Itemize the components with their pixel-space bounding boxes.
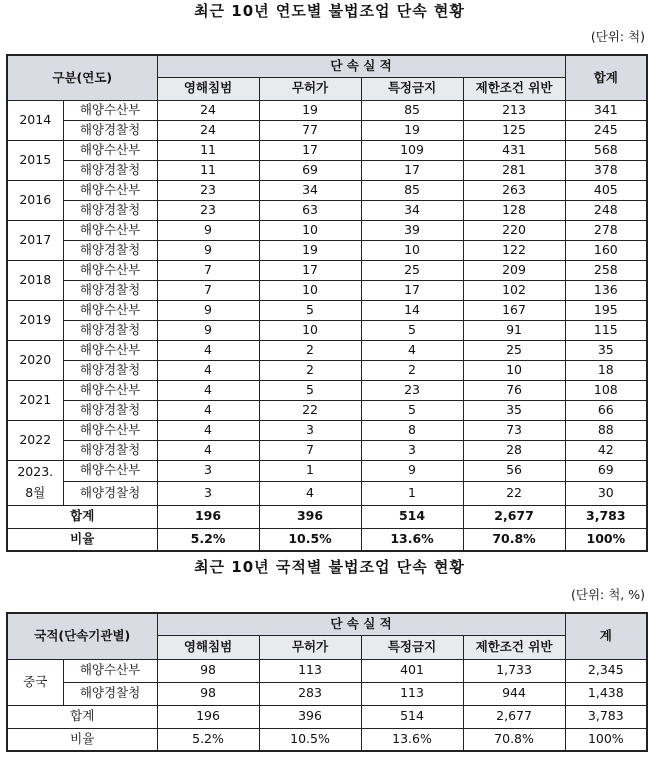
value-cell: 24 — [157, 100, 259, 120]
value-cell: 17 — [361, 280, 463, 300]
total-cell: 405 — [565, 180, 647, 200]
value-cell: 2,677 — [463, 705, 565, 728]
total-cell: 42 — [565, 440, 647, 460]
total-cell: 378 — [565, 160, 647, 180]
header-col-prohibited: 특정금지 — [361, 77, 463, 100]
year-cell: 2017 — [7, 220, 63, 260]
ratio-row — [7, 728, 647, 751]
table-row — [7, 360, 647, 380]
value-cell: 10 — [259, 220, 361, 240]
value-cell: 3 — [259, 420, 361, 440]
agency-cell: 해양수산부 — [63, 340, 157, 360]
agency-cell: 해양수산부 — [63, 460, 157, 481]
agency-cell: 해양경찰청 — [63, 400, 157, 420]
value-cell: 85 — [361, 100, 463, 120]
value-cell: 109 — [361, 140, 463, 160]
value-cell: 9 — [157, 300, 259, 320]
year-cell: 2020 — [7, 340, 63, 380]
value-cell: 1,733 — [463, 659, 565, 682]
table-nationality-enforcement — [6, 612, 648, 752]
value-cell: 34 — [259, 180, 361, 200]
table1-title: 최근 10년 연도별 불법조업 단속 현황 — [194, 2, 465, 20]
total-cell: 108 — [565, 380, 647, 400]
value-cell: 281 — [463, 160, 565, 180]
value-cell: 4 — [157, 420, 259, 440]
value-cell: 514 — [361, 705, 463, 728]
table2-title: 최근 10년 국적별 불법조업 단속 현황 — [194, 558, 465, 576]
value-cell: 9 — [361, 460, 463, 481]
value-cell: 13.6% — [361, 528, 463, 551]
table-yearly-enforcement — [6, 54, 648, 552]
total-cell: 136 — [565, 280, 647, 300]
total-cell: 195 — [565, 300, 647, 320]
value-cell: 19 — [259, 100, 361, 120]
total-cell: 258 — [565, 260, 647, 280]
value-cell: 39 — [361, 220, 463, 240]
value-cell: 56 — [463, 460, 565, 481]
year-label-line2: 8월 — [25, 484, 46, 500]
total-row — [7, 705, 647, 728]
table-row — [7, 120, 647, 140]
agency-cell: 해양수산부 — [63, 260, 157, 280]
ratio-row — [7, 528, 647, 551]
value-cell: 209 — [463, 260, 565, 280]
value-cell: 431 — [463, 140, 565, 160]
value-cell: 10 — [361, 240, 463, 260]
value-cell: 5.2% — [157, 728, 259, 751]
agency-cell: 해양경찰청 — [63, 360, 157, 380]
year-cell: 2019 — [7, 300, 63, 340]
value-cell: 63 — [259, 200, 361, 220]
value-cell: 25 — [361, 260, 463, 280]
value-cell: 113 — [361, 682, 463, 705]
total-cell: 100% — [565, 728, 647, 751]
country-cell: 중국 — [7, 659, 63, 705]
agency-cell: 해양경찰청 — [63, 120, 157, 140]
value-cell: 10 — [259, 320, 361, 340]
value-cell: 28 — [463, 440, 565, 460]
header-col-prohibited: 특정금지 — [361, 635, 463, 659]
agency-cell: 해양경찰청 — [63, 440, 157, 460]
value-cell: 396 — [259, 705, 361, 728]
agency-cell: 해양수산부 — [63, 100, 157, 120]
value-cell: 85 — [361, 180, 463, 200]
value-cell: 4 — [157, 360, 259, 380]
header-col-condition: 제한조건 위반 — [463, 77, 565, 100]
total-row — [7, 505, 647, 528]
value-cell: 23 — [361, 380, 463, 400]
value-cell: 122 — [463, 240, 565, 260]
agency-cell: 해양수산부 — [63, 220, 157, 240]
value-cell: 5 — [361, 400, 463, 420]
value-cell: 213 — [463, 100, 565, 120]
header-total: 합계 — [565, 55, 647, 100]
value-cell: 5 — [361, 320, 463, 340]
value-cell: 17 — [361, 160, 463, 180]
header-col-unlicensed: 무허가 — [259, 635, 361, 659]
total-cell: 35 — [565, 340, 647, 360]
table2-unit: (단위: 척, %) — [571, 587, 645, 602]
value-cell: 2,677 — [463, 505, 565, 528]
table-row — [7, 400, 647, 420]
table-row — [7, 659, 647, 682]
value-cell: 196 — [157, 505, 259, 528]
value-cell: 4 — [157, 440, 259, 460]
value-cell: 10.5% — [259, 728, 361, 751]
agency-cell: 해양수산부 — [63, 140, 157, 160]
value-cell: 10 — [259, 280, 361, 300]
total-cell: 1,438 — [565, 682, 647, 705]
value-cell: 3 — [361, 440, 463, 460]
total-cell: 69 — [565, 460, 647, 481]
table-row — [7, 300, 647, 320]
value-cell: 5 — [259, 380, 361, 400]
table-row — [7, 140, 647, 160]
value-cell: 11 — [157, 140, 259, 160]
value-cell: 9 — [157, 240, 259, 260]
value-cell: 23 — [157, 180, 259, 200]
value-cell: 17 — [259, 140, 361, 160]
year-cell: 2014 — [7, 100, 63, 140]
table-row — [7, 420, 647, 440]
table-row — [7, 240, 647, 260]
agency-cell: 해양경찰청 — [63, 200, 157, 220]
value-cell: 5.2% — [157, 528, 259, 551]
value-cell: 4 — [157, 380, 259, 400]
total-cell: 3,783 — [565, 505, 647, 528]
agency-cell: 해양수산부 — [63, 300, 157, 320]
total-cell: 115 — [565, 320, 647, 340]
value-cell: 3 — [157, 481, 259, 505]
header-col-condition: 제한조건 위반 — [463, 635, 565, 659]
value-cell: 1 — [361, 481, 463, 505]
agency-cell: 해양수산부 — [63, 180, 157, 200]
table-row — [7, 180, 647, 200]
value-cell: 4 — [259, 481, 361, 505]
total-cell: 2,345 — [565, 659, 647, 682]
header-category: 국적(단속기관별) — [7, 613, 157, 659]
value-cell: 128 — [463, 200, 565, 220]
value-cell: 11 — [157, 160, 259, 180]
value-cell: 4 — [157, 340, 259, 360]
total-cell: 66 — [565, 400, 647, 420]
agency-cell: 해양경찰청 — [63, 160, 157, 180]
value-cell: 2 — [361, 360, 463, 380]
year-cell: 2021 — [7, 380, 63, 420]
value-cell: 396 — [259, 505, 361, 528]
value-cell: 73 — [463, 420, 565, 440]
year-cell: 2015 — [7, 140, 63, 180]
value-cell: 17 — [259, 260, 361, 280]
year-cell: 2016 — [7, 180, 63, 220]
agency-cell: 해양경찰청 — [63, 481, 157, 505]
agency-cell: 해양경찰청 — [63, 682, 157, 705]
table-row — [7, 481, 647, 505]
total-cell: 248 — [565, 200, 647, 220]
table-row — [7, 200, 647, 220]
table-row — [7, 320, 647, 340]
year-label-line1: 2023. — [17, 464, 54, 479]
total-cell: 160 — [565, 240, 647, 260]
value-cell: 24 — [157, 120, 259, 140]
value-cell: 3 — [157, 460, 259, 481]
ratio-label: 비율 — [7, 528, 157, 551]
total-cell: 341 — [565, 100, 647, 120]
value-cell: 4 — [157, 400, 259, 420]
value-cell: 7 — [157, 280, 259, 300]
year-cell: 2018 — [7, 260, 63, 300]
value-cell: 22 — [463, 481, 565, 505]
value-cell: 19 — [361, 120, 463, 140]
value-cell: 98 — [157, 659, 259, 682]
value-cell: 23 — [157, 200, 259, 220]
header-category: 구분(연도) — [7, 55, 157, 100]
value-cell: 125 — [463, 120, 565, 140]
table-row — [7, 380, 647, 400]
agency-cell: 해양경찰청 — [63, 280, 157, 300]
year-cell: 2022 — [7, 420, 63, 460]
total-cell: 278 — [565, 220, 647, 240]
total-cell: 100% — [565, 528, 647, 551]
value-cell: 19 — [259, 240, 361, 260]
total-cell: 3,783 — [565, 705, 647, 728]
total-label: 합계 — [7, 705, 157, 728]
ratio-label: 비율 — [7, 728, 157, 751]
value-cell: 25 — [463, 340, 565, 360]
value-cell: 5 — [259, 300, 361, 320]
header-col-unlicensed: 무허가 — [259, 77, 361, 100]
value-cell: 98 — [157, 682, 259, 705]
total-cell: 568 — [565, 140, 647, 160]
agency-cell: 해양경찰청 — [63, 240, 157, 260]
table-row — [7, 340, 647, 360]
total-cell: 30 — [565, 481, 647, 505]
value-cell: 263 — [463, 180, 565, 200]
value-cell: 283 — [259, 682, 361, 705]
table1-unit: (단위: 척) — [590, 29, 645, 44]
total-cell: 88 — [565, 420, 647, 440]
header-col-territorial: 영해침범 — [157, 635, 259, 659]
header-group: 단 속 실 적 — [157, 55, 565, 77]
value-cell: 7 — [157, 260, 259, 280]
total-cell: 18 — [565, 360, 647, 380]
table-row — [7, 100, 647, 120]
value-cell: 8 — [361, 420, 463, 440]
table-row — [7, 460, 647, 481]
value-cell: 2 — [259, 360, 361, 380]
value-cell: 7 — [259, 440, 361, 460]
value-cell: 1 — [259, 460, 361, 481]
total-label: 합계 — [7, 505, 157, 528]
value-cell: 113 — [259, 659, 361, 682]
value-cell: 514 — [361, 505, 463, 528]
agency-cell: 해양수산부 — [63, 659, 157, 682]
value-cell: 34 — [361, 200, 463, 220]
value-cell: 4 — [361, 340, 463, 360]
value-cell: 2 — [259, 340, 361, 360]
header-total: 계 — [565, 613, 647, 659]
year-cell — [7, 460, 63, 505]
value-cell: 70.8% — [463, 528, 565, 551]
total-cell: 245 — [565, 120, 647, 140]
value-cell: 22 — [259, 400, 361, 420]
value-cell: 167 — [463, 300, 565, 320]
value-cell: 13.6% — [361, 728, 463, 751]
value-cell: 70.8% — [463, 728, 565, 751]
value-cell: 10.5% — [259, 528, 361, 551]
table-row — [7, 682, 647, 705]
table-row — [7, 440, 647, 460]
value-cell: 10 — [463, 360, 565, 380]
value-cell: 9 — [157, 220, 259, 240]
agency-cell: 해양경찰청 — [63, 320, 157, 340]
value-cell: 944 — [463, 682, 565, 705]
value-cell: 102 — [463, 280, 565, 300]
table-row — [7, 220, 647, 240]
value-cell: 91 — [463, 320, 565, 340]
value-cell: 69 — [259, 160, 361, 180]
agency-cell: 해양수산부 — [63, 380, 157, 400]
table-row — [7, 160, 647, 180]
value-cell: 77 — [259, 120, 361, 140]
value-cell: 196 — [157, 705, 259, 728]
table-row — [7, 280, 647, 300]
value-cell: 35 — [463, 400, 565, 420]
value-cell: 220 — [463, 220, 565, 240]
value-cell: 401 — [361, 659, 463, 682]
agency-cell: 해양수산부 — [63, 420, 157, 440]
value-cell: 76 — [463, 380, 565, 400]
header-col-territorial: 영해침범 — [157, 77, 259, 100]
value-cell: 14 — [361, 300, 463, 320]
header-group: 단 속 실 적 — [157, 613, 565, 635]
table-row — [7, 260, 647, 280]
value-cell: 9 — [157, 320, 259, 340]
